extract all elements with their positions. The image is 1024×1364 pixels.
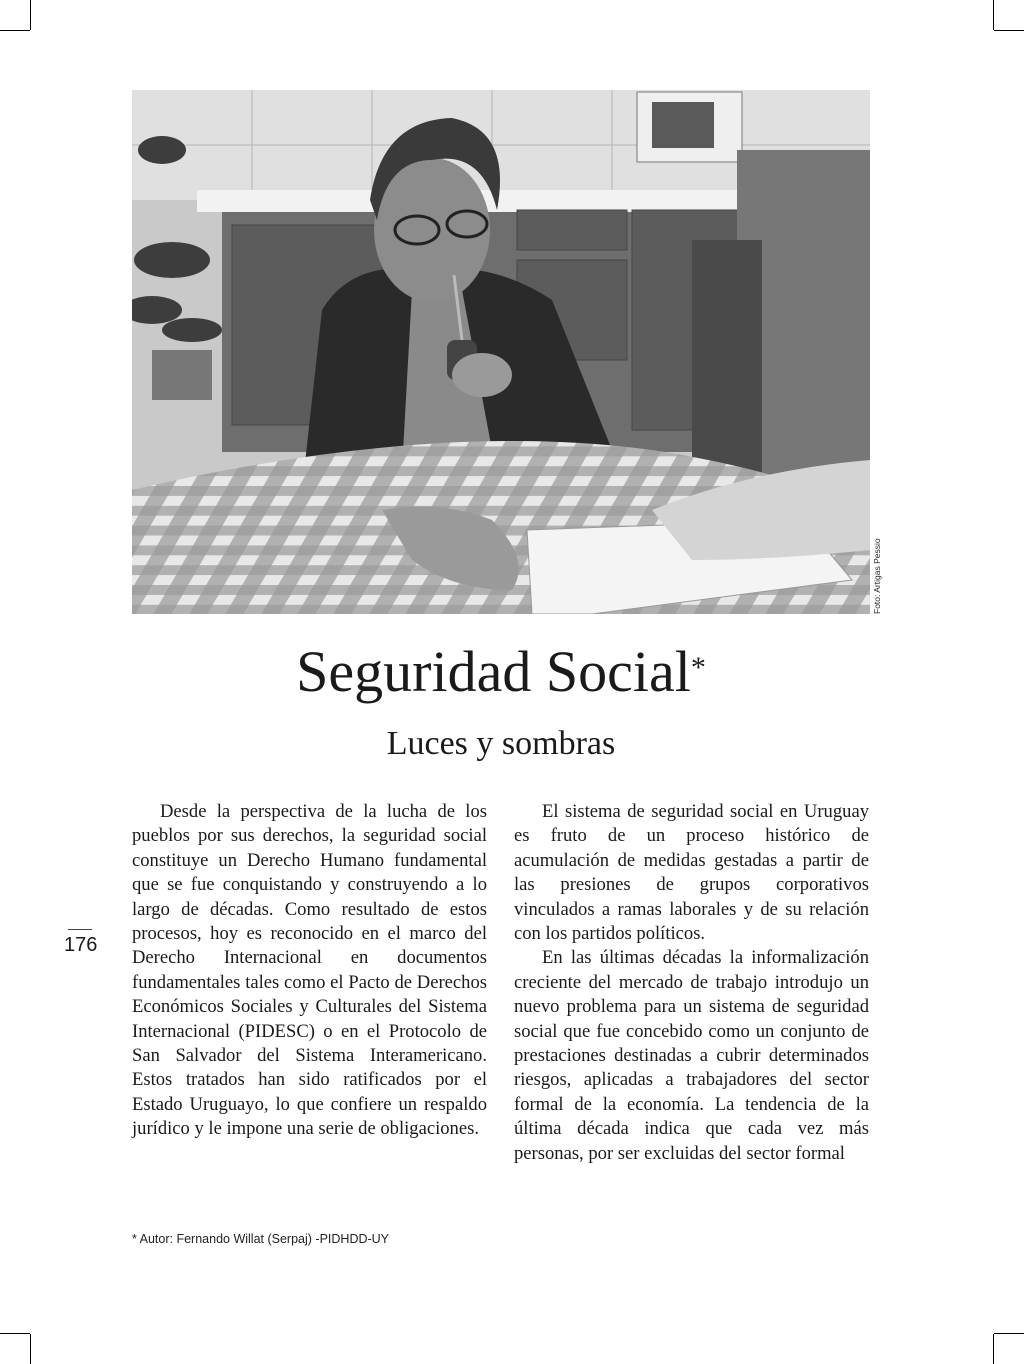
article-subtitle: Luces y sombras	[386, 725, 616, 762]
crop-mark-top-right-v	[993, 0, 994, 30]
crop-mark-bottom-right-v	[993, 1334, 994, 1364]
footnote: * Autor: Fernando Willat (Serpaj) -PIDHDD-UY	[132, 1232, 390, 1246]
crop-mark-bottom-left-h	[0, 1333, 30, 1334]
page-number-rule	[68, 929, 92, 930]
crop-mark-bottom-right-h	[994, 1333, 1024, 1334]
paragraph: El sistema de seguridad social en Uruguay es fruto de un proceso histórico de acumulación de medidas gestadas a partir de las presiones de grupos corporativos vinculados a ramas laborales y de su relación con los partidos políticos.	[514, 801, 869, 945]
article-title-text: Seguridad Social	[296, 639, 691, 704]
crop-mark-top-right-h	[994, 30, 1024, 31]
paragraph: Desde la perspectiva de la lucha de los pueblos por sus derechos, la seguridad social constituye un Derecho Humano fundamental que se fue conquistando y construyendo a lo largo de décadas. Como resultado de estos procesos, hoy es reconocido en el marco del Derecho Internacional en documentos fundamentales tales como el Pacto de Derechos Económicos Sociales y Culturales del Sistema Internacional (PIDESC) o en el Protocolo de San Salvador del Sistema Interamericano. Estos tratados han sido ratificados por el Estado Uruguayo, lo que confiere un respaldo jurídico y le impone una serie de obligaciones.	[132, 801, 487, 1140]
text-column-right	[514, 800, 869, 1166]
page-number: 176	[64, 934, 98, 956]
crop-mark-top-left-v	[30, 0, 31, 30]
photo-credit: Foto: Artigas Pessio	[872, 538, 882, 614]
footnote-marker: *	[690, 651, 706, 684]
article-photo	[132, 90, 870, 614]
article-title	[132, 636, 870, 708]
text-column-left	[132, 800, 487, 1142]
paragraph: En las últimas décadas la informalización creciente del mercado de trabajo introdujo un nuevo problema para un sistema de seguridad social que fue concebido como un conjunto de prestaciones destinadas a cubrir determinados riesgos, aplicadas a trabajadores del sector formal de la economía. La tendencia de la última década indica que cada vez más personas, por ser excluidas del sector formal	[514, 947, 869, 1164]
crop-mark-bottom-left-v	[30, 1334, 31, 1364]
crop-mark-top-left-h	[0, 30, 30, 31]
